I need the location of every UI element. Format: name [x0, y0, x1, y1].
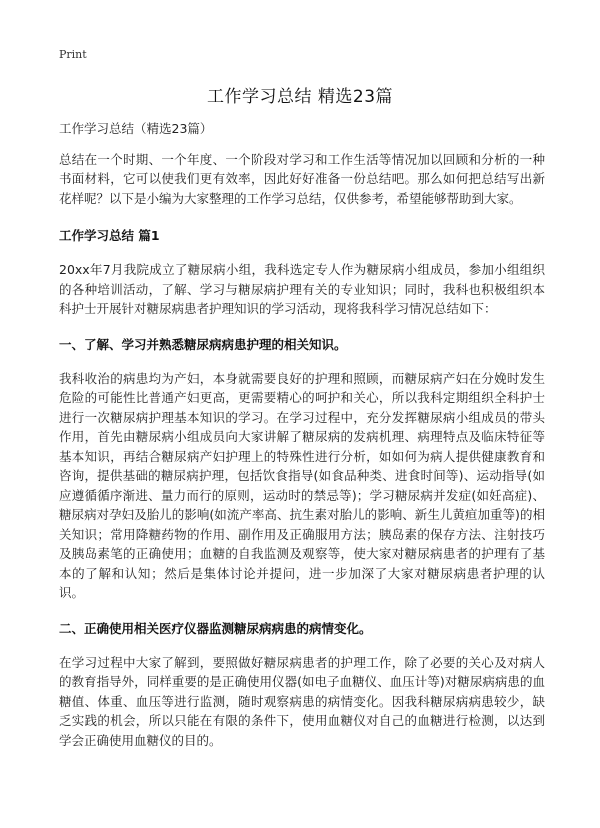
point-heading-2: 二、正确使用相关医疗仪器监测糖尿病病患的病情变化。 — [59, 620, 372, 636]
section-heading: 工作学习总结 篇1 — [59, 228, 160, 243]
point-paragraph-1: 我科收治的病患均为产妇，本身就需要良好的护理和照顾，而糖尿病产妇在分娩时发生危险的可能性比普通产妇更高，更需要精心的呵护和关心，所以我科定期组织全科护士进行一次糖尿病护理基本知识的学习。在学习过程中，充分发挥糖尿病小组成员的带头作用，首先由糖尿病小组成员向大家讲解了糖尿病的发病机理、病理特点及临床特征等基本知识，再结合糖尿病产妇护理上的特殊性进行分析，如如何为病人提供健康教育和咨询，提供基础的糖尿病护理，包括饮食指导(如食品种类、进食时间等)、运动指导(如应遵循循序渐进、量力而行的原则，运动时的禁忌等)；学习糖尿病并发症(如妊高症)、糖尿病对孕妇及胎儿的影响(如流产率高、抗生素对胎儿的影响、新生儿黄疸加重等)的相关知识；常用降糖药物的作用、副作用及正确服用方法；胰岛素的保存方法、注射技巧及胰岛素笔的正确使用；血糖的自我监测及观察等，使大家对糖尿病患者的护理有了基本的了解和认知；然后是集体讨论并提问，进一步加深了大家对糖尿病患者护理的认识。 — [59, 370, 545, 600]
print-label: Print — [59, 48, 87, 61]
page-title: 工作学习总结 精选23篇 — [206, 87, 394, 107]
document-body — [59, 119, 545, 750]
intro-paragraph: 总结在一个时期、一个年度、一个阶段对学习和工作生活等情况加以回顾和分析的一种书面材料，它可以使我们更有效率，因此好好准备一份总结吧。那么如何把总结写出新花样呢？以下是小编为大家整理的工作学习总结，仅供参考，希望能够帮助到大家。 — [59, 151, 545, 206]
point-heading-1: 一、了解、学习并熟悉糖尿病病患护理的相关知识。 — [59, 336, 347, 352]
point-paragraph-2: 在学习过程中大家了解到，要照做好糖尿病患者的护理工作，除了必要的关心及对病人的教育指导外，同样重要的是正确使用仪器(如电子血糖仪、血压计等)对糖尿病病患的血糖值、体重、血压等进行监测，随时观察病患的病情变化。因我科糖尿病病患较少，缺乏实践的机会，所以只能在有限的条件下，使用血糖仪对自己的血糖进行检测，以达到学会正确使用血糖仪的目的。 — [59, 654, 545, 748]
section-paragraph: 20xx年7月我院成立了糖尿病小组，我科选定专人作为糖尿病小组成员，参加小组组织的各种培训活动，了解、学习与糖尿病护理有关的专业知识；同时，我科也积极组织本科护士开展针对糖尿病患者护理知识的学习活动，现将我科学习情况总结如下： — [59, 262, 545, 316]
document-subtitle: 工作学习总结（精选23篇） — [59, 121, 213, 136]
